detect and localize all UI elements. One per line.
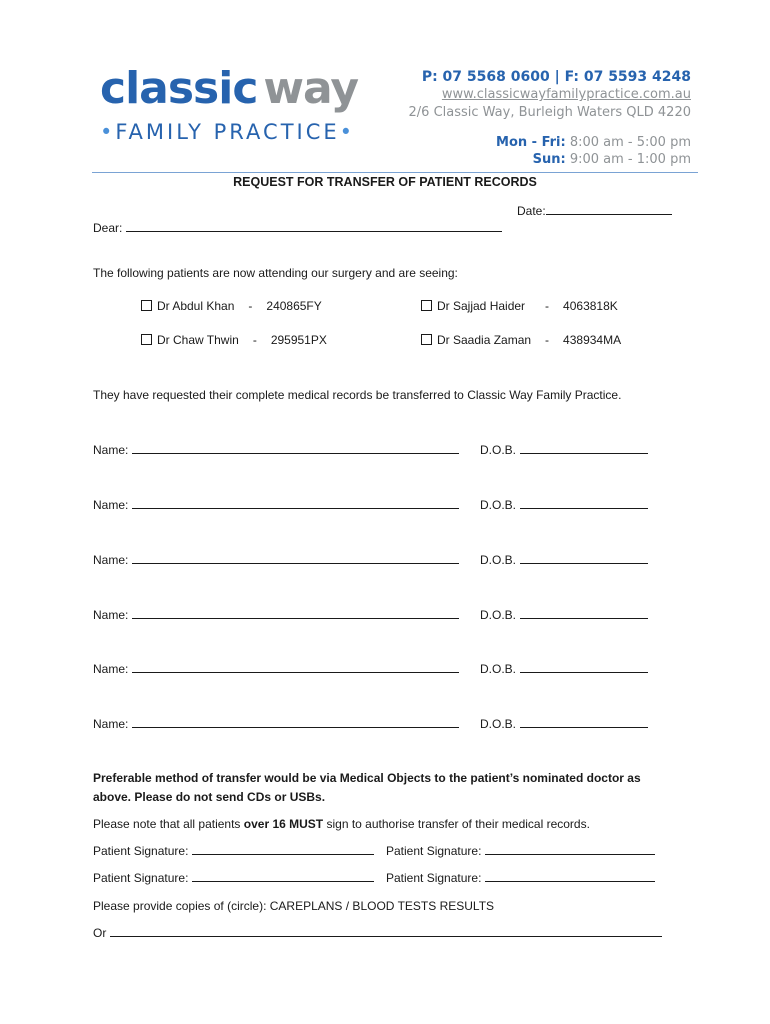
dob-label: D.O.B.	[480, 553, 517, 567]
hours-sunday: 9:00 am - 1:00 pm	[565, 152, 691, 167]
consent-note-emphasis: over 16 MUST	[243, 817, 324, 831]
signature-input-line[interactable]	[485, 844, 655, 855]
logo-wordmark	[100, 64, 400, 114]
consent-note	[93, 817, 590, 832]
patient-dob-field	[480, 553, 648, 568]
dob-input-line[interactable]	[520, 608, 648, 619]
logo-word-way: way	[263, 63, 359, 114]
signature-field	[386, 844, 655, 859]
dot-icon: •	[339, 120, 356, 144]
address: 2/6 Classic Way, Burleigh Waters QLD 4220	[408, 105, 691, 120]
dear-label: Dear:	[93, 221, 123, 235]
signature-field	[93, 871, 374, 886]
dob-input-line[interactable]	[520, 498, 648, 509]
intro-text: The following patients are now attending our surgery and are seeing:	[93, 266, 458, 280]
doctor-name: Dr Sajjad Haider	[437, 299, 526, 313]
hours-weekday: 8:00 am - 5:00 pm	[565, 135, 691, 150]
signature-label: Patient Signature:	[386, 871, 482, 885]
patient-name-field	[93, 717, 459, 732]
signature-input-line[interactable]	[192, 844, 374, 855]
contact-block	[409, 68, 691, 168]
name-input-line[interactable]	[132, 498, 459, 509]
dob-input-line[interactable]	[520, 553, 648, 564]
transfer-method-line2: above. Please do not send CDs or USBs.	[93, 790, 326, 804]
name-input-line[interactable]	[132, 662, 459, 673]
doctor-name: Dr Saadia Zaman	[437, 333, 532, 347]
consent-note-pre: Please note that all patients	[93, 817, 244, 831]
doctor-provider-number: 438934MA	[563, 333, 622, 347]
or-field	[93, 926, 662, 941]
dob-label: D.O.B.	[480, 498, 517, 512]
doctor-option[interactable]	[141, 333, 327, 348]
doctor-name: Dr Abdul Khan	[157, 299, 235, 313]
dob-label: D.O.B.	[480, 443, 517, 457]
date-input-line[interactable]	[546, 204, 672, 215]
name-label: Name:	[93, 608, 129, 622]
doctor-option[interactable]	[141, 299, 322, 314]
doctor-provider-number: 4063818K	[563, 299, 618, 313]
patient-dob-field	[480, 498, 648, 513]
or-input-line[interactable]	[110, 926, 662, 937]
checkbox-icon[interactable]	[141, 334, 152, 345]
logo-word-classic: classic	[100, 63, 258, 114]
signature-input-line[interactable]	[192, 871, 374, 882]
phone-fax: P: 07 5568 0600 | F: 07 5593 4248	[421, 69, 691, 85]
form-title: REQUEST FOR TRANSFER OF PATIENT RECORDS	[233, 175, 537, 189]
doctor-separator: -	[252, 333, 257, 347]
name-label: Name:	[93, 443, 129, 457]
patient-dob-field	[480, 443, 648, 458]
name-input-line[interactable]	[132, 553, 459, 564]
dear-input-line[interactable]	[126, 221, 502, 232]
patient-name-field	[93, 498, 459, 513]
patient-name-field	[93, 662, 459, 677]
doctor-option[interactable]	[421, 299, 618, 314]
signature-label: Patient Signature:	[93, 844, 189, 858]
signature-input-line[interactable]	[485, 871, 655, 882]
dot-icon: •	[100, 120, 116, 144]
dob-input-line[interactable]	[520, 443, 648, 454]
copies-request: Please provide copies of (circle): CAREPLANS / BLOOD TESTS RESULTS	[93, 899, 495, 913]
doctor-separator: -	[545, 299, 550, 313]
dob-input-line[interactable]	[520, 717, 648, 728]
logo-subtitle-text: FAMILY PRACTICE	[115, 120, 340, 144]
signature-field	[386, 871, 655, 886]
name-label: Name:	[93, 498, 129, 512]
signature-label: Patient Signature:	[93, 871, 189, 885]
dob-label: D.O.B.	[480, 717, 517, 731]
transfer-method-line1: Preferable method of transfer would be via Medical Objects to the patient’s nominated doctor as	[93, 771, 641, 785]
dear-field	[93, 221, 502, 236]
name-label: Name:	[93, 717, 129, 731]
checkbox-icon[interactable]	[421, 300, 432, 311]
date-field	[517, 204, 672, 219]
doctor-provider-number: 240865FY	[266, 299, 322, 313]
website-link[interactable]: www.classicwayfamilypractice.com.au	[441, 87, 691, 102]
name-input-line[interactable]	[132, 608, 459, 619]
practice-logo	[100, 63, 400, 144]
patient-name-field	[93, 443, 459, 458]
doctor-separator: -	[248, 299, 253, 313]
header-divider	[92, 172, 698, 173]
consent-note-post: sign to authorise transfer of their medical records.	[323, 817, 590, 831]
date-label: Date:	[517, 204, 546, 218]
doctor-name: Dr Chaw Thwin	[157, 333, 239, 347]
hours-sunday-label: Sun:	[532, 152, 566, 167]
logo-subtitle	[100, 120, 400, 144]
dob-label: D.O.B.	[480, 608, 517, 622]
checkbox-icon[interactable]	[141, 300, 152, 311]
patient-name-field	[93, 608, 459, 623]
name-input-line[interactable]	[132, 443, 459, 454]
name-label: Name:	[93, 662, 129, 676]
doctor-option[interactable]	[421, 333, 621, 348]
hours-weekday-label: Mon - Fri:	[496, 135, 566, 150]
doctor-provider-number: 295951PX	[270, 333, 327, 347]
patient-dob-field	[480, 717, 648, 732]
checkbox-icon[interactable]	[421, 334, 432, 345]
name-input-line[interactable]	[132, 717, 459, 728]
dob-label: D.O.B.	[480, 662, 517, 676]
dob-input-line[interactable]	[520, 662, 648, 673]
signature-label: Patient Signature:	[386, 844, 482, 858]
name-label: Name:	[93, 553, 129, 567]
doctor-separator: -	[545, 333, 550, 347]
patient-dob-field	[480, 662, 648, 677]
patient-dob-field	[480, 608, 648, 623]
signature-field	[93, 844, 374, 859]
request-text: They have requested their complete medical records be transferred to Classic Way Family Practice.	[93, 388, 622, 402]
or-label: Or	[93, 926, 107, 940]
patient-name-field	[93, 553, 459, 568]
opening-hours	[409, 134, 691, 168]
